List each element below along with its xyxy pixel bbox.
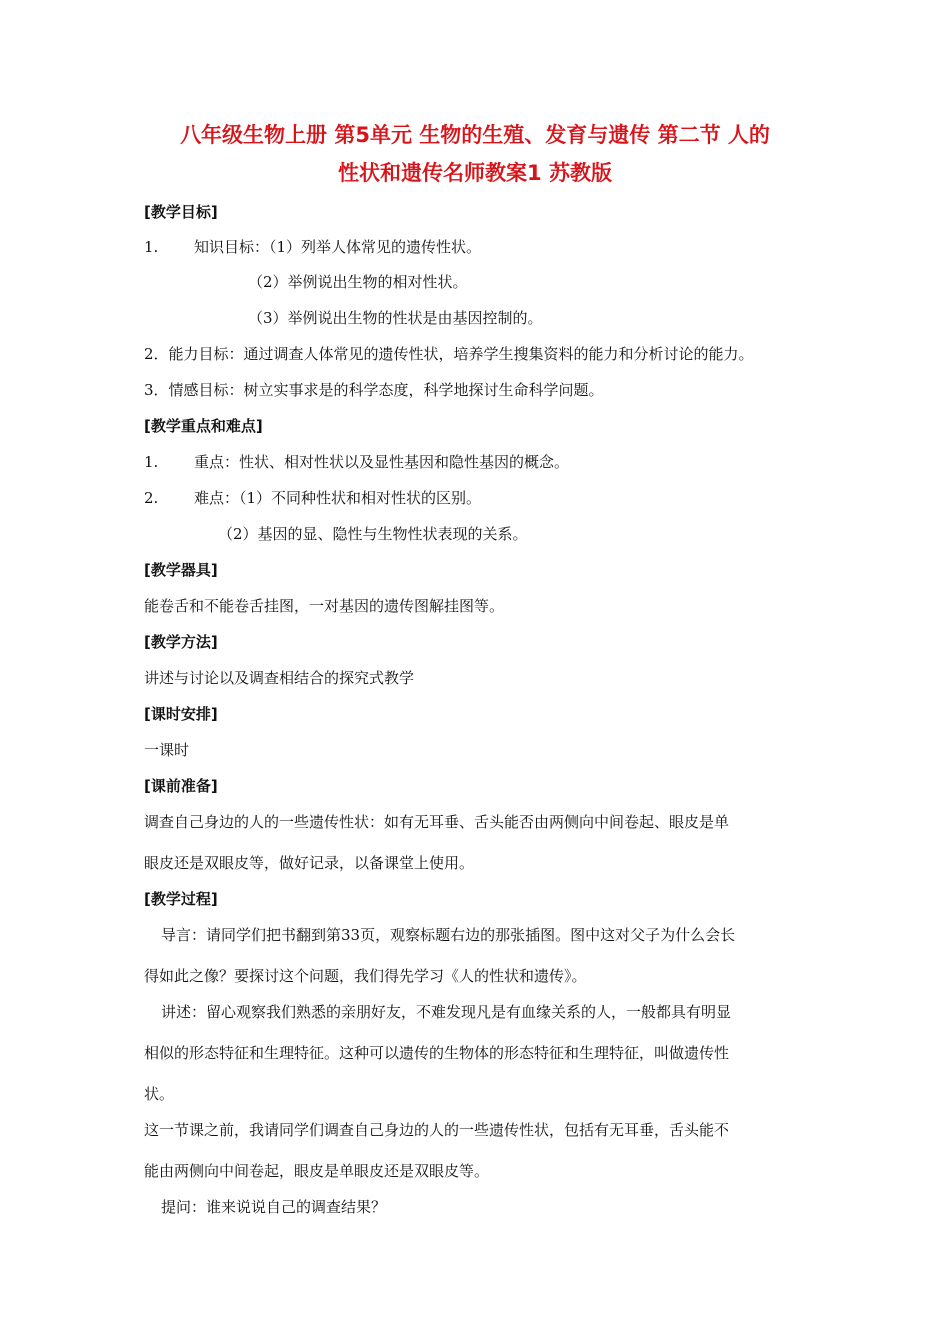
goal-1-b: （2）举例说出生物的相对性状。	[248, 273, 468, 291]
key-point-1-text: 重点：性状、相对性状以及显性基因和隐性基因的概念。	[194, 453, 570, 471]
process-question: 提问：谁来说说自己的调查结果？	[161, 1198, 387, 1216]
process-lecture-line-2: 相似的形态特征和生理特征。这种可以遗传的生物体的形态特征和生理特征，叫做遗传性	[144, 1044, 730, 1062]
section-heading-key-points: [教学重点和难点]	[144, 417, 263, 435]
goal-2: 2．能力目标：通过调查人体常见的遗传性状，培养学生搜集资料的能力和分析讨论的能力。	[144, 345, 754, 363]
section-heading-time: [课时安排]	[144, 705, 218, 723]
key-point-1	[144, 451, 569, 473]
key-point-2-number: 2.	[144, 489, 159, 507]
process-intro-line-1: 导言：请同学们把书翻到第33页，观察标题右边的那张插图。图中这对父子为什么会长	[161, 926, 736, 944]
key-point-2	[144, 487, 481, 509]
section-heading-process: [教学过程]	[144, 890, 218, 908]
title-line-2: 性状和遗传名师教案1 苏教版	[338, 161, 612, 185]
goal-1-c: （3）举例说出生物的性状是由基因控制的。	[248, 309, 543, 327]
key-point-1-number: 1.	[144, 453, 159, 471]
goal-3: 3．情感目标：树立实事求是的科学态度，科学地探讨生命科学问题。	[144, 381, 604, 399]
section-heading-goals: [教学目标]	[144, 203, 218, 221]
goal-1	[144, 236, 481, 258]
process-survey-line-2: 能由两侧向中间卷起，眼皮是单眼皮还是双眼皮等。	[144, 1162, 490, 1180]
method-text: 讲述与讨论以及调查相结合的探究式教学	[144, 669, 415, 687]
process-lecture-line-1: 讲述：留心观察我们熟悉的亲朋好友，不难发现凡是有血缘关系的人，一般都具有明显	[161, 1003, 732, 1021]
process-survey-line-1: 这一节课之前，我请同学们调查自己身边的人的一些遗传性状，包括有无耳垂，舌头能不	[144, 1121, 730, 1139]
section-heading-preparation: [课前准备]	[144, 777, 218, 795]
process-lecture-line-3: 状。	[144, 1085, 175, 1103]
key-point-2-b: （2）基因的显、隐性与生物性状表现的关系。	[218, 525, 528, 543]
tools-text: 能卷舌和不能卷舌挂图，一对基因的遗传图解挂图等。	[144, 597, 505, 615]
key-point-2-text: 难点：（1）不同种性状和相对性状的区别。	[194, 489, 482, 507]
time-text: 一课时	[144, 741, 190, 759]
goal-1-text: 知识目标：（1）列举人体常见的遗传性状。	[194, 238, 482, 256]
goal-1-number: 1.	[144, 238, 159, 256]
section-heading-tools: [教学器具]	[144, 561, 218, 579]
process-intro-line-2: 得如此之像？要探讨这个问题，我们得先学习《人的性状和遗传》。	[144, 967, 587, 985]
title-line-1: 八年级生物上册 第5单元 生物的生殖、发育与遗传 第二节 人的	[180, 123, 770, 147]
preparation-line-1: 调查自己身边的人的一些遗传性状：如有无耳垂、舌头能否由两侧向中间卷起、眼皮是单	[144, 813, 730, 831]
preparation-line-2: 眼皮还是双眼皮等，做好记录，以备课堂上使用。	[144, 854, 475, 872]
section-heading-method: [教学方法]	[144, 633, 218, 651]
